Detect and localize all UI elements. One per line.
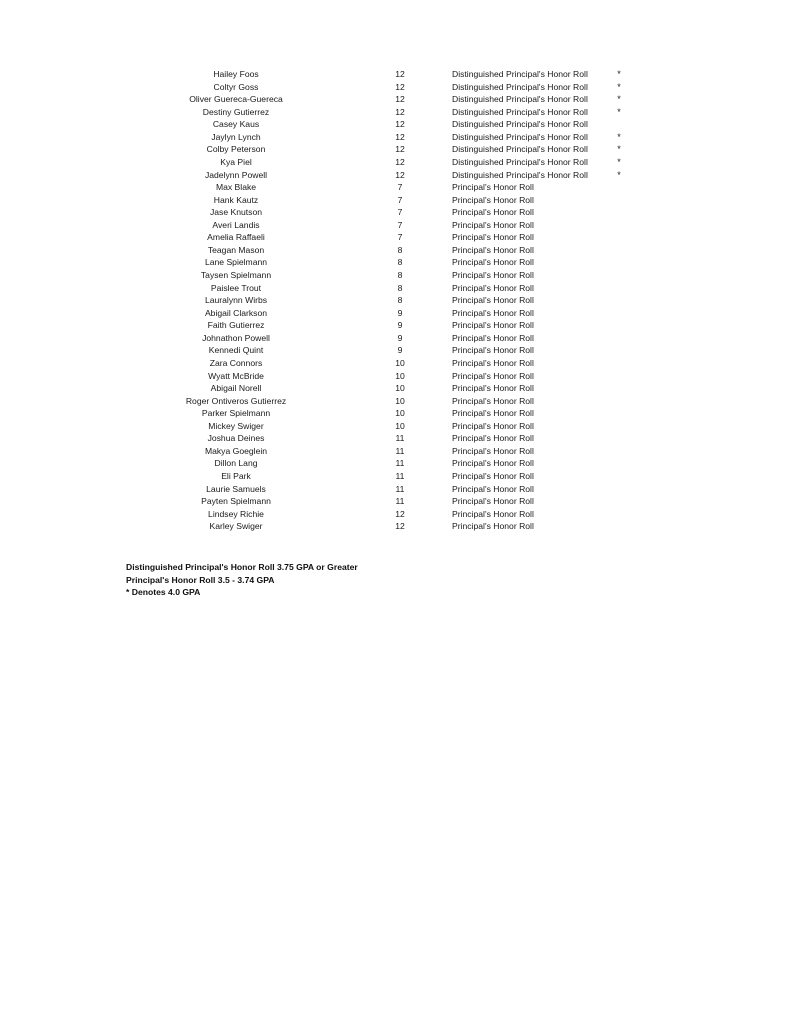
student-row (0, 169, 791, 182)
legend-distinguished: Distinguished Principal's Honor Roll 3.75 GPA or Greater (126, 562, 358, 572)
four-point-mark: * (617, 94, 621, 105)
student-grade: 10 (395, 420, 405, 431)
student-name: Lauralynn Wirbs (204, 295, 268, 306)
student-grade: 11 (395, 496, 405, 507)
student-grade: 12 (395, 131, 405, 142)
honor-roll-type: Principal's Honor Roll (452, 194, 534, 205)
student-grade: 9 (397, 320, 403, 331)
student-row (0, 332, 791, 345)
honor-roll-type: Principal's Honor Roll (452, 270, 534, 280)
student-name: Amelia Raffaeli (207, 232, 265, 243)
student-name: Coltyr Goss (213, 81, 259, 92)
student-name: Oliver Guereca-Guereca (189, 94, 283, 105)
honor-roll-type: Principal's Honor Roll (452, 420, 534, 431)
student-grade: 12 (395, 144, 405, 155)
student-name: Mickey Swiger (208, 420, 264, 431)
honor-roll-type: Principal's Honor Roll (452, 433, 534, 444)
student-grade: 12 (395, 81, 405, 92)
honor-roll-type: Distinguished Principal's Honor Roll (452, 156, 588, 167)
student-row (0, 520, 791, 533)
student-grade: 12 (395, 69, 405, 79)
student-grade: 9 (397, 345, 403, 356)
student-grade: 11 (395, 433, 405, 444)
honor-roll-type: Principal's Honor Roll (452, 244, 534, 255)
student-grade: 9 (397, 307, 403, 318)
student-row (0, 370, 791, 383)
honor-roll-type: Principal's Honor Roll (452, 521, 534, 532)
student-name: Lane Spielmann (204, 257, 268, 268)
honor-roll-type: Principal's Honor Roll (452, 207, 534, 218)
honor-roll-type: Principal's Honor Roll (452, 332, 534, 343)
student-grade: 8 (397, 257, 403, 268)
student-name: Laurie Samuels (206, 483, 266, 494)
student-grade: 7 (397, 207, 403, 218)
honor-roll-type: Distinguished Principal's Honor Roll (452, 131, 588, 142)
honor-roll-type: Principal's Honor Roll (452, 219, 534, 230)
student-grade: 12 (395, 119, 405, 130)
student-name: Max Blake (215, 182, 257, 193)
student-row (0, 231, 791, 244)
honor-roll-type: Principal's Honor Roll (452, 408, 534, 419)
student-name: Jaylyn Lynch (211, 131, 261, 142)
student-row (0, 508, 791, 521)
honor-roll-type: Principal's Honor Roll (452, 496, 534, 507)
student-name: Johnathon Powell (202, 332, 270, 343)
honor-roll-type: Principal's Honor Roll (452, 483, 534, 494)
student-grade: 7 (397, 219, 403, 230)
honor-roll-type: Distinguished Principal's Honor Roll (452, 169, 588, 180)
student-grade: 11 (395, 471, 405, 481)
student-row (0, 181, 791, 194)
student-grade: 8 (397, 295, 403, 306)
student-name: Paislee Trout (210, 282, 262, 293)
honor-roll-type: Principal's Honor Roll (452, 370, 534, 381)
student-name: Dillon Lang (214, 458, 258, 469)
honor-roll-type: Principal's Honor Roll (452, 182, 534, 193)
honor-roll-type: Principal's Honor Roll (452, 307, 534, 318)
four-point-mark: * (617, 81, 621, 92)
student-name: Hailey Foos (213, 69, 259, 79)
student-name: Averi Landis (212, 219, 260, 230)
student-row (0, 357, 791, 370)
student-row (0, 457, 791, 470)
student-name: Jase Knutson (209, 207, 263, 218)
legend-four-point-note: * Denotes 4.0 GPA (126, 587, 201, 597)
honor-roll-type: Principal's Honor Roll (452, 508, 534, 519)
student-grade: 7 (397, 182, 403, 193)
honor-roll-type: Principal's Honor Roll (452, 471, 534, 481)
four-point-mark: * (617, 169, 621, 180)
honor-roll-type: Distinguished Principal's Honor Roll (452, 119, 588, 130)
student-grade: 7 (397, 194, 403, 205)
student-row (0, 282, 791, 295)
honor-roll-type: Distinguished Principal's Honor Roll (452, 81, 588, 92)
student-name: Makya Goeglein (204, 445, 268, 456)
honor-roll-list (0, 68, 791, 533)
student-grade: 8 (397, 270, 403, 280)
student-row (0, 156, 791, 169)
student-grade: 12 (395, 94, 405, 105)
four-point-mark: * (617, 69, 621, 79)
honor-roll-type: Distinguished Principal's Honor Roll (452, 106, 588, 117)
honor-roll-type: Principal's Honor Roll (452, 345, 534, 356)
legend-principal: Principal's Honor Roll 3.5 - 3.74 GPA (126, 574, 275, 585)
student-row (0, 244, 791, 257)
student-name: Parker Spielmann (201, 408, 271, 419)
student-name: Jadelynn Powell (204, 169, 268, 180)
student-grade: 12 (395, 106, 405, 117)
student-row (0, 206, 791, 219)
honor-roll-type: Principal's Honor Roll (452, 282, 534, 293)
student-grade: 10 (395, 357, 405, 368)
student-row (0, 470, 791, 483)
student-name: Abigail Norell (210, 383, 262, 394)
honor-roll-type: Distinguished Principal's Honor Roll (452, 144, 588, 155)
student-name: Destiny Gutierrez (202, 106, 270, 117)
student-grade: 10 (395, 408, 405, 419)
student-name: Karley Swiger (209, 521, 263, 532)
student-grade: 8 (397, 282, 403, 293)
four-point-mark: * (617, 144, 621, 155)
honor-roll-type: Principal's Honor Roll (452, 458, 534, 469)
student-name: Joshua Deines (207, 433, 265, 444)
student-row (0, 495, 791, 508)
student-grade: 9 (397, 332, 403, 343)
student-row (0, 407, 791, 420)
student-grade: 10 (395, 395, 405, 406)
student-row (0, 194, 791, 207)
student-grade: 11 (395, 445, 405, 456)
honor-roll-type: Principal's Honor Roll (452, 395, 534, 406)
student-row (0, 81, 791, 94)
student-row (0, 319, 791, 332)
student-name: Kya Piel (220, 156, 252, 167)
honor-roll-legend (126, 561, 358, 599)
student-name: Roger Ontiveros Gutierrez (185, 395, 287, 406)
four-point-mark: * (617, 131, 621, 142)
student-name: Wyatt McBride (208, 370, 264, 381)
student-row (0, 106, 791, 119)
student-name: Zara Connors (209, 357, 263, 368)
student-row (0, 294, 791, 307)
student-name: Eli Park (221, 471, 251, 481)
student-row (0, 344, 791, 357)
student-grade: 11 (395, 458, 405, 469)
student-name: Lindsey Richie (208, 508, 264, 519)
student-grade: 11 (395, 483, 405, 494)
student-name: Casey Kaus (212, 119, 260, 130)
student-row (0, 269, 791, 282)
honor-roll-type: Distinguished Principal's Honor Roll (452, 94, 588, 105)
honor-roll-type: Principal's Honor Roll (452, 320, 534, 331)
student-grade: 7 (397, 232, 403, 243)
student-row (0, 445, 791, 458)
honor-roll-type: Principal's Honor Roll (452, 383, 534, 394)
student-row (0, 420, 791, 433)
student-name: Hank Kautz (213, 194, 259, 205)
student-grade: 10 (395, 370, 405, 381)
student-grade: 8 (397, 244, 403, 255)
student-row (0, 382, 791, 395)
student-name: Payten Spielmann (201, 496, 271, 507)
student-row (0, 483, 791, 496)
student-row (0, 93, 791, 106)
student-row (0, 395, 791, 408)
student-row (0, 68, 791, 81)
four-point-mark: * (617, 156, 621, 167)
honor-roll-type: Principal's Honor Roll (452, 295, 534, 306)
student-row (0, 307, 791, 320)
student-name: Teagan Mason (207, 244, 265, 255)
student-grade: 12 (395, 508, 405, 519)
student-grade: 12 (395, 169, 405, 180)
honor-roll-type: Principal's Honor Roll (452, 257, 534, 268)
honor-roll-type: Principal's Honor Roll (452, 357, 534, 368)
student-name: Abigail Clarkson (204, 307, 268, 318)
student-row (0, 131, 791, 144)
student-row (0, 432, 791, 445)
student-name: Colby Peterson (206, 144, 266, 155)
student-grade: 10 (395, 383, 405, 394)
student-row (0, 143, 791, 156)
honor-roll-type: Principal's Honor Roll (452, 445, 534, 456)
four-point-mark: * (617, 106, 621, 117)
student-grade: 12 (395, 521, 405, 532)
student-name: Faith Gutierrez (207, 320, 265, 331)
student-name: Kennedi Quint (208, 345, 264, 356)
student-row (0, 219, 791, 232)
honor-roll-type: Distinguished Principal's Honor Roll (452, 69, 588, 79)
honor-roll-type: Principal's Honor Roll (452, 232, 534, 243)
student-row (0, 256, 791, 269)
student-name: Taysen Spielmann (200, 270, 272, 280)
student-row (0, 118, 791, 131)
student-grade: 12 (395, 156, 405, 167)
